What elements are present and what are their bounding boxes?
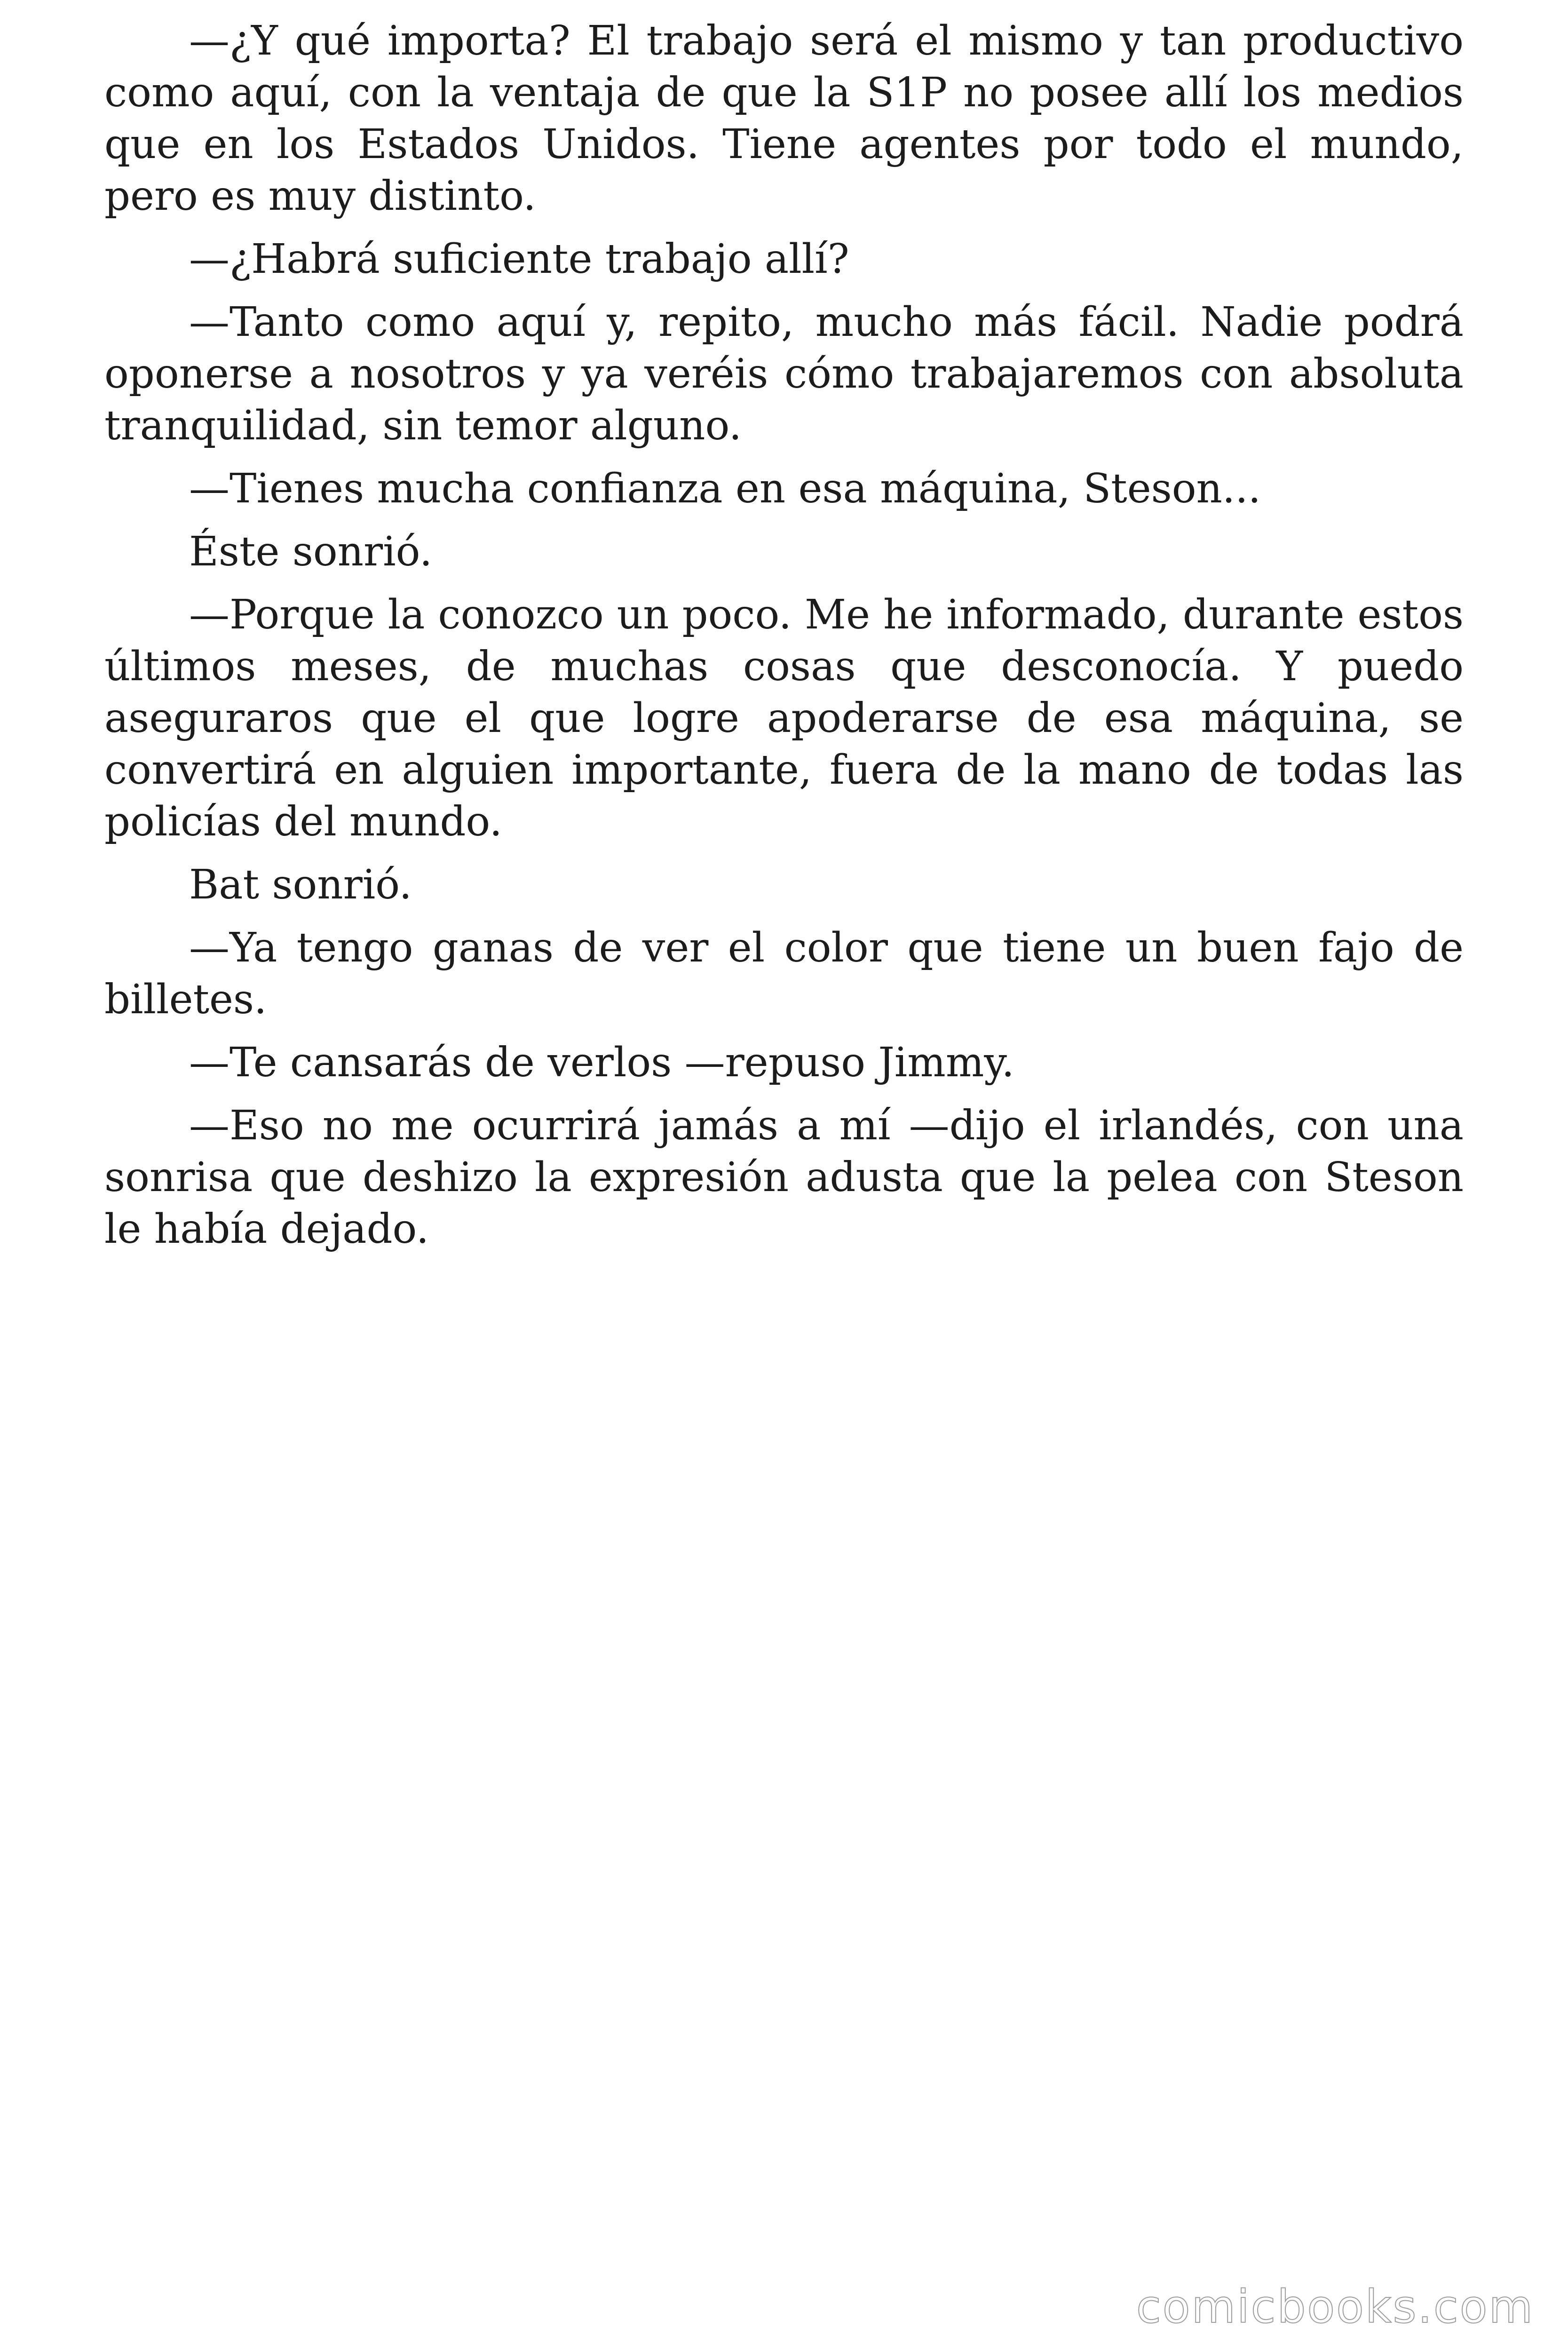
paragraph: —Ya tengo ganas de ver el color que tiene un buen fajo de billetes. [104, 924, 1464, 1023]
book-page [104, 15, 1464, 1266]
paragraph: —Eso no me ocurrirá jamás a mí —dijo el irlandés, con una sonrisa que deshizo la expresión adusta que la pelea con Steson le había dejado. [104, 1102, 1464, 1253]
paragraph: —¿Habrá suficiente trabajo allí? [189, 236, 849, 283]
paragraph: —Tanto como aquí y, repito, mucho más fácil. Nadie podrá oponerse a nosotros y ya veréis cómo trabajaremos con absoluta tranquilidad, sin temor alguno. [104, 299, 1464, 449]
paragraph: Bat sonrió. [189, 861, 412, 908]
paragraph: —Te cansarás de verlos —repuso Jimmy. [189, 1039, 1014, 1086]
paragraph: —¿Y qué importa? El trabajo será el mismo y tan productivo como aquí, con la ventaja de que la S1P no posee allí los medios que en los Estados Unidos. Tiene agentes por todo el mundo, pero es muy distinto. [104, 17, 1464, 220]
paragraph: —Tienes mucha confianza en esa máquina, Steson... [189, 465, 1261, 512]
paragraph: —Porque la conozco un poco. Me he informado, durante estos últimos meses, de muchas cosas que desconocía. Y puedo aseguraros que el que logre apoderarse de esa máquina, se convertirá en alguien importante, fuera de la mano de todas las policías del mundo. [104, 591, 1464, 845]
paragraph: Éste sonrió. [189, 528, 433, 575]
watermark-text: comicbooks.com [1136, 2280, 1534, 2333]
